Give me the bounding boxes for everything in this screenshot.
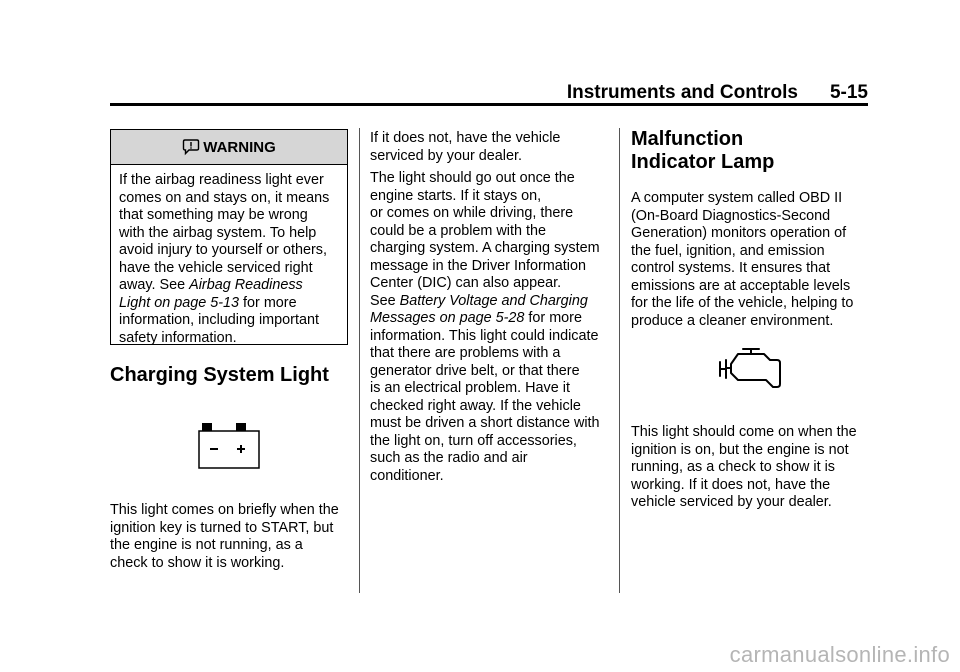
watermark: carmanualsonline.info — [729, 642, 950, 667]
page-header — [110, 78, 868, 106]
charging-para-2: If it does not, have the vehicle serviced by your dealer. — [370, 130, 561, 164]
warning-box — [110, 129, 348, 345]
mil-para-2: This light should come on when the ignition is on, but the engine is not running, as a check to show it is working. If it does not, have the vehicle serviced by your dealer. — [631, 424, 857, 510]
section-title: Instruments and Controls — [566, 82, 798, 103]
warning-text: If the airbag readiness light ever comes on and stays on, it means that something may be wrong with the airbag system. To help avoid injury to yourself or others, have the vehicle serviced right away. See Airbag Readiness Light on page 5-13 for more information, including important safety information. — [119, 172, 330, 346]
mil-para-1: A computer system called OBD II (On-Board Diagnostics-Second Generation) monitors operation of the fuel, ignition, and emission control systems. It ensures that emissions are at acceptable levels for the life of the vehicle, helping to produce a cleaner environment. — [631, 190, 854, 329]
column-divider-1 — [359, 128, 360, 593]
airbag-readiness-link[interactable]: Airbag Readiness Light on page 5-13 — [119, 277, 303, 311]
warning-header — [111, 130, 347, 165]
page-number: 5-15 — [829, 82, 868, 103]
battery-icon — [197, 421, 261, 471]
charging-para-1: This light comes on briefly when the ignition key is turned to START, but the engine is not running, as a check to show it is working. — [110, 502, 339, 571]
warning-icon — [182, 138, 200, 156]
column-divider-2 — [619, 128, 620, 593]
mil-heading: Malfunction Indicator Lamp — [631, 128, 775, 173]
charging-para-3: The light should go out once the engine starts. If it stays on, or comes on while driving, there could be a problem with the charging system. A charging system message in the Driver Information Center (DIC) can also appear. See Battery Voltage and Charging Messages on page 5-28 for more information. This light could indicate that there are problems with a generator drive belt, or that there is an electrical problem. Have it checked right away. If the vehicle must be driven a short distance with the light on, turn off accessories, such as the radio and air conditioner. — [370, 170, 600, 484]
engine-icon — [716, 347, 784, 391]
warning-title: WARNING — [203, 139, 276, 156]
charging-system-heading: Charging System Light — [110, 364, 329, 386]
battery-voltage-link[interactable]: Battery Voltage and Charging Messages on page 5-28 — [370, 292, 588, 326]
